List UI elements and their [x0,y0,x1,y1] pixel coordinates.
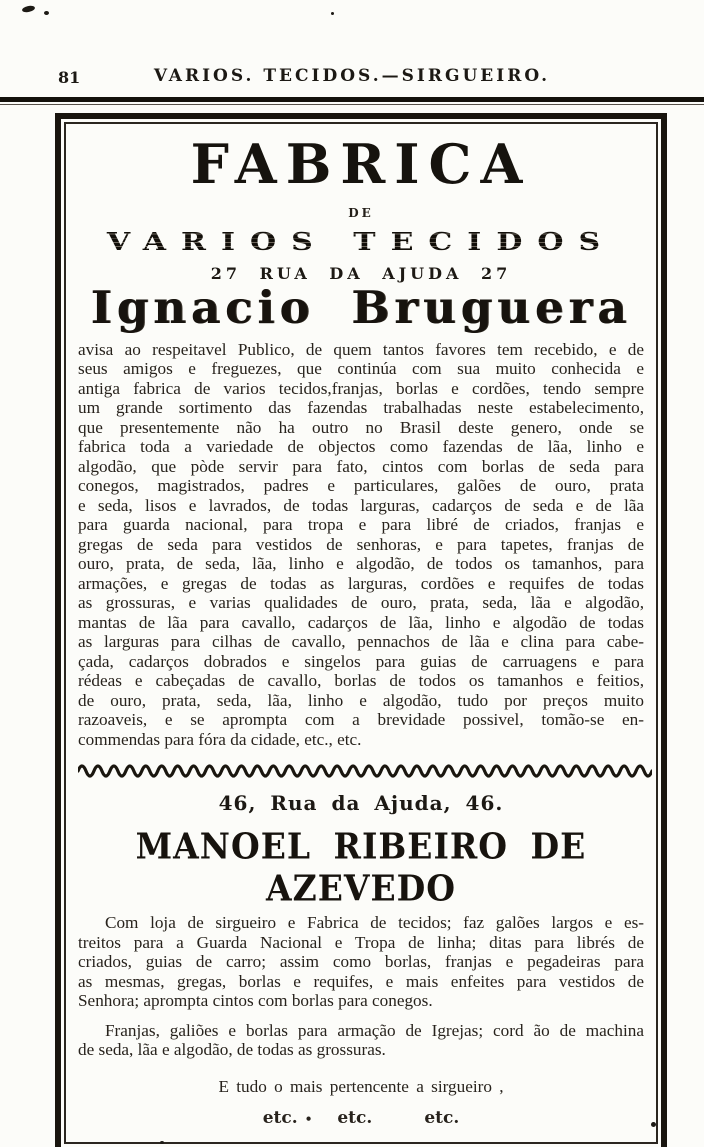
etc-item-3: etc. [424,1107,460,1128]
body-line: commendas para fóra da cidade, etc., etc. [78,729,362,749]
ad1-body-paragraph [78,340,644,750]
ad1-subtitle: DE [348,205,374,220]
body-line: razoaveis, e se aprompta com a brevidade possivel, tomão-se en- [78,710,644,730]
advert-box [64,122,658,1144]
body-line: Senhora; aprompta cintos com borlas para conegos. [78,991,433,1011]
header-rule [0,97,704,105]
body-line: criados, guias de carro; assim como borlas, franjas e pegadeiras para [78,952,644,972]
body-line: treitos para a Guarda Nacional e Tropa de linha; ditas para librés de [78,932,644,952]
wave-divider-path [78,766,652,776]
body-line: antiga fabrica de varios tecidos,franjas, borlas e cordões, tendo sempre [78,378,644,398]
wave-divider [78,763,652,779]
body-line: as mesmas, gregas, borlas e requifes, e mais enfeites para vestidos de [78,971,644,991]
etc-separator-dot: • [304,1111,313,1126]
body-line: um grande sortimento das fazendas trabalhadas neste estabelecimento, [78,398,644,418]
ad2-closing-line: E tudo o mais pertencente a sirgueiro , [218,1076,504,1096]
body-line: de seda, lãa e algodão, de todas as grossuras. [78,1040,386,1060]
body-line: mantas de lãa para cavallo, cadarços de lãa, linho e algodão de todas [78,612,644,632]
ad1-ornate-title: VARIOS TECIDOS [78,228,644,257]
body-line: as larguras para cilhas de cavallo, pennachos de lãa e clina para cabe- [78,632,644,652]
page-header [0,0,704,92]
etc-item-1: etc. [262,1107,298,1128]
scan-speck [160,1141,164,1144]
body-line: fabrica toda a variedade de objectos como fazendas de lãa, linho e [78,437,644,457]
body-line: çada, cadarços dobrados e singelos para guias de carruagens e para [78,651,644,671]
body-line: avisa ao respeitavel Publico, de quem tantos favores tem recebido, e de [78,339,644,359]
ad2-address: 46, Rua da Ajuda, 46. [218,791,504,816]
ad1-address: 27 RUA DA AJUDA 27 [210,263,512,283]
body-line: as grossuras, e varias qualidades de ouro, prata, seda, lãa e algodão, [78,593,644,613]
body-line: algodão, que pòde servir para fato, cintos com borlas de seda para [78,456,644,476]
body-line: de ouro, prata, seda, lãa, linho e algodão, tudo por preços muito [78,690,644,710]
body-line: que presentemente não ha outro no Brasil deste genero, onde se [78,417,644,437]
ad2-owner-name: MANOEL RIBEIRO DE AZEVEDO [135,825,587,910]
body-line: gregas de seda para vestidos de senhoras, e para tapetes, franjas de [78,534,644,554]
body-line: para guarda nacional, para tropa e para libré de criados, franjas e [78,515,644,535]
running-title: VARIOS. TECIDOS.—SIRGUEIRO. [153,66,551,86]
page-number: 81 [58,68,81,87]
body-line: Com loja de sirgueiro e Fabrica de tecidos; faz galões largos e es- [105,913,644,933]
body-line: rédeas e cabeçadas de cavallo, borlas de todos os tamanhos e feitios, [78,671,644,691]
body-line: conegos, magistrados, padres e particulares, galões de ouro, prata [78,476,644,496]
body-line: ouro, prata, de seda, lãa, linho e algodão, de todos os tamanhos, para [78,554,644,574]
body-line: seus amigos e freguezes, que continúa com sua muito conhecida e [78,359,644,379]
ad1-title: FABRICA [190,132,532,196]
ad2-paragraph-1 [78,913,644,1011]
etc-row [78,1108,644,1128]
scan-speck [651,1122,656,1127]
ad1-owner-name: Ignacio Bruguera [90,280,632,334]
ad2-paragraph-2 [78,1021,644,1060]
body-line: Franjas, galiões e borlas para armação de Igrejas; cord ão de machina [105,1020,644,1040]
body-line: armações, e gregas de todas as larguras, cordões e requifes de todas [78,573,644,593]
etc-item-2: etc. [337,1107,373,1128]
body-line: e seda, lisos e lavrados, de todas larguras, cadarços de seda e de lãa [78,495,644,515]
